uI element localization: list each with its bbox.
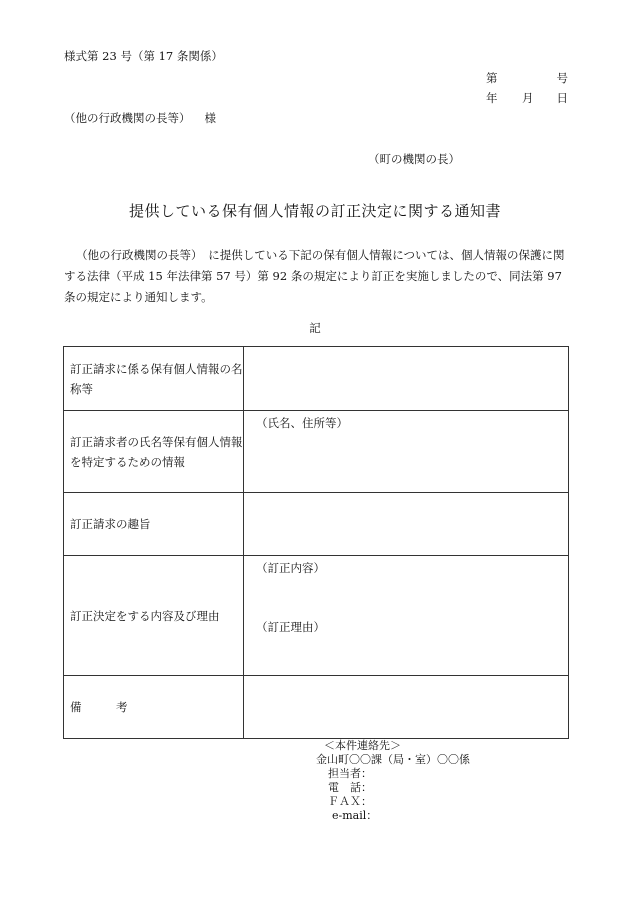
addressee xyxy=(64,110,216,126)
table-row xyxy=(64,411,569,493)
date-month: 月 xyxy=(522,91,534,105)
contact-department: 金山町〇〇課（局・室）〇〇係 xyxy=(316,753,470,766)
table-row xyxy=(64,556,569,676)
row-value-decision xyxy=(244,556,569,676)
body-text: （他の行政機関の長等） に提供している下記の保有個人情報については、個人情報の保護に関する法律（平成 15 年法律第 57 号）第 92 条の規定により訂正を実施しましたので、同法第 97 条の規定により通知します。 xyxy=(64,248,565,304)
contact-person: 担当者： xyxy=(328,767,372,780)
row-value-remarks xyxy=(244,676,569,739)
row-label-requester: 訂正請求者の氏名等保有個人情報を特定するための情報 xyxy=(64,411,244,493)
ki-marker: 記 xyxy=(309,321,321,335)
row-value-info-name xyxy=(244,347,569,411)
row-value-requester xyxy=(244,411,569,493)
contact-block xyxy=(316,739,470,823)
date-day: 日 xyxy=(556,91,568,105)
note-correction-reason: （訂正理由） xyxy=(256,620,325,634)
date-year: 年 xyxy=(486,91,498,105)
note-correction-content: （訂正内容） xyxy=(256,561,325,575)
note-name-address: （氏名、住所等） xyxy=(256,416,348,430)
doc-number-prefix: 第 xyxy=(486,71,498,85)
detail-table xyxy=(63,346,569,739)
doc-number-suffix: 号 xyxy=(556,71,568,85)
contact-phone: 電 話： xyxy=(328,781,372,794)
row-label-decision: 訂正決定をする内容及び理由 xyxy=(64,556,244,676)
table-row xyxy=(64,347,569,411)
contact-heading: ＜本件連絡先＞ xyxy=(324,739,401,752)
row-label-purpose: 訂正請求の趣旨 xyxy=(64,493,244,556)
addressee-honorific: 様 xyxy=(204,111,216,125)
addressee-name: （他の行政機関の長等） xyxy=(64,111,191,125)
row-label-remarks: 備 考 xyxy=(64,676,244,739)
contact-email: e-mail： xyxy=(332,809,378,822)
document-title: 提供している保有個人情報の訂正決定に関する通知書 xyxy=(128,202,501,220)
sender: （町の機関の長） xyxy=(368,152,460,166)
form-number: 様式第 23 号（第 17 条関係） xyxy=(64,49,223,63)
contact-fax: ＦＡＸ： xyxy=(328,795,372,808)
row-label-info-name: 訂正請求に係る保有個人情報の名称等 xyxy=(64,347,244,411)
table-row xyxy=(64,493,569,556)
row-value-purpose xyxy=(244,493,569,556)
table-row xyxy=(64,676,569,739)
